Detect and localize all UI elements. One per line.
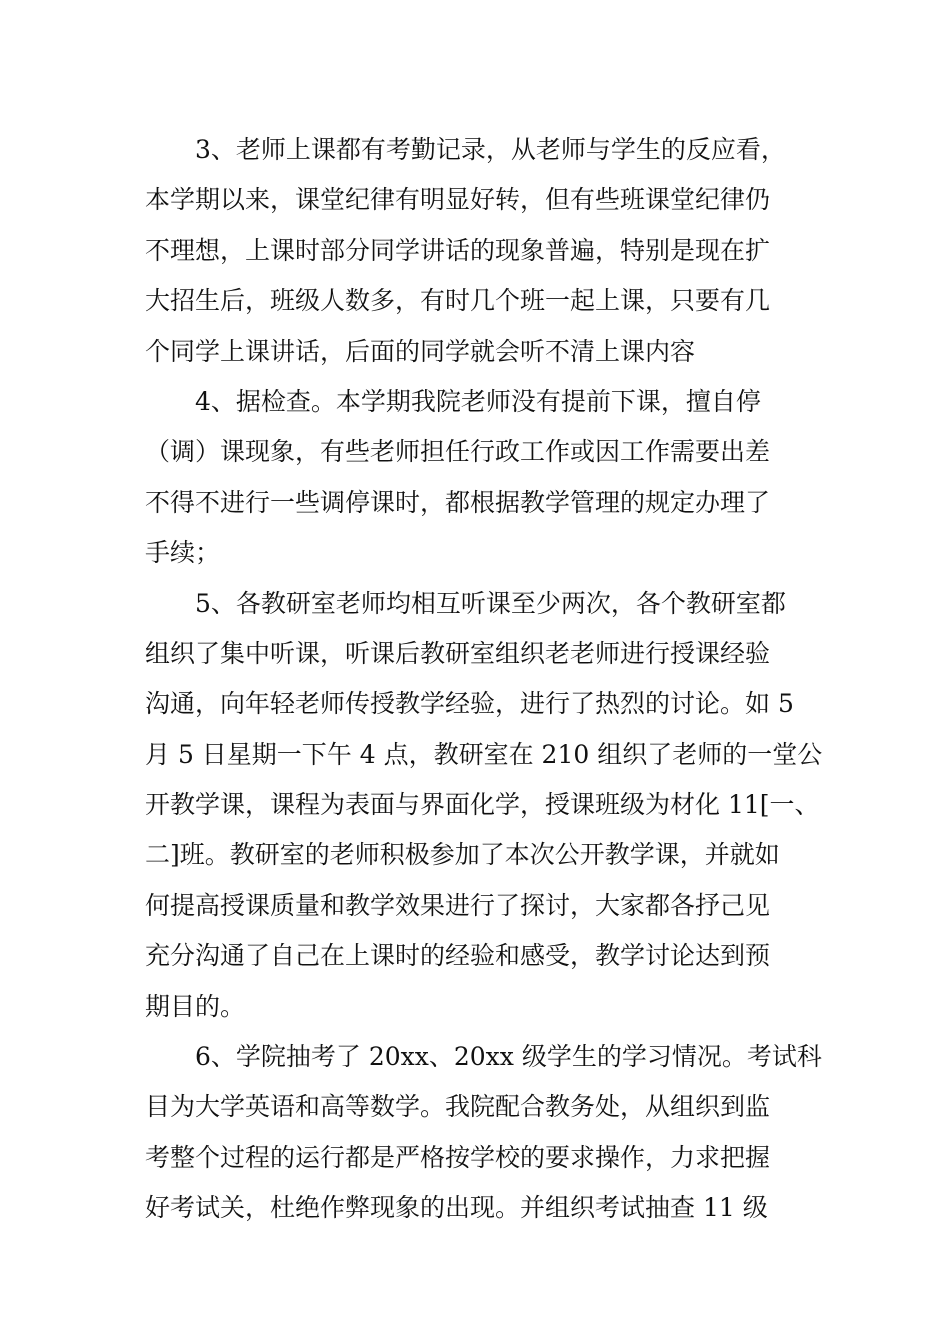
text-line: 沟通，向年轻老师传授教学经验，进行了热烈的讨论。如 5	[145, 689, 794, 719]
text-line: 6、学院抽考了 20xx、20xx 级学生的学习情况。考试科	[195, 1042, 822, 1072]
text-line: 组织了集中听课，听课后教研室组织老老师进行授课经验	[145, 638, 771, 668]
text-line: 3、老师上课都有考勤记录，从老师与学生的反应看，	[195, 135, 786, 164]
body-text	[145, 125, 823, 1234]
text-line: 大招生后，班级人数多，有时几个班一起上课，只要有几	[145, 286, 771, 316]
text-line: 个同学上课讲话，后面的同学就会听不清上课内容	[145, 336, 696, 366]
text-line: （调）课现象，有些老师担任行政工作或因工作需要出差	[145, 437, 771, 467]
text-line: 4、据检查。本学期我院老师没有提前下课，擅自停	[195, 386, 761, 416]
text-line: 好考试关，杜绝作弊现象的出现。并组织考试抽查 11 级	[145, 1193, 768, 1223]
text-line: 何提高授课质量和教学效果进行了探讨，大家都各抒己见	[145, 890, 771, 920]
text-line: 不得不进行一些调停课时，都根据教学管理的规定办理了	[145, 487, 771, 517]
text-line: 本学期以来，课堂纪律有明显好转，但有些班课堂纪律仍	[145, 185, 771, 215]
text-line: 手续；	[145, 538, 221, 568]
text-line: 5、各教研室老师均相互听课至少两次，各个教研室都	[195, 588, 786, 618]
text-line: 期目的。	[145, 991, 246, 1021]
text-line: 目为大学英语和高等数学。我院配合教务处，从组织到监	[145, 1092, 771, 1122]
text-line: 充分沟通了自己在上课时的经验和感受，教学讨论达到预	[145, 941, 771, 971]
text-line: 考整个过程的运行都是严格按学校的要求操作，力求把握	[145, 1142, 771, 1172]
text-line: 不理想，上课时部分同学讲话的现象普遍，特别是现在扩	[145, 235, 771, 265]
text-line: 月 5 日星期一下午 4 点，教研室在 210 组织了老师的一堂公	[145, 739, 823, 769]
text-line: 二]班。教研室的老师积极参加了本次公开教学课，并就如	[145, 840, 780, 870]
text-line: 开教学课，课程为表面与界面化学，授课班级为材化 11[一、	[145, 790, 820, 820]
